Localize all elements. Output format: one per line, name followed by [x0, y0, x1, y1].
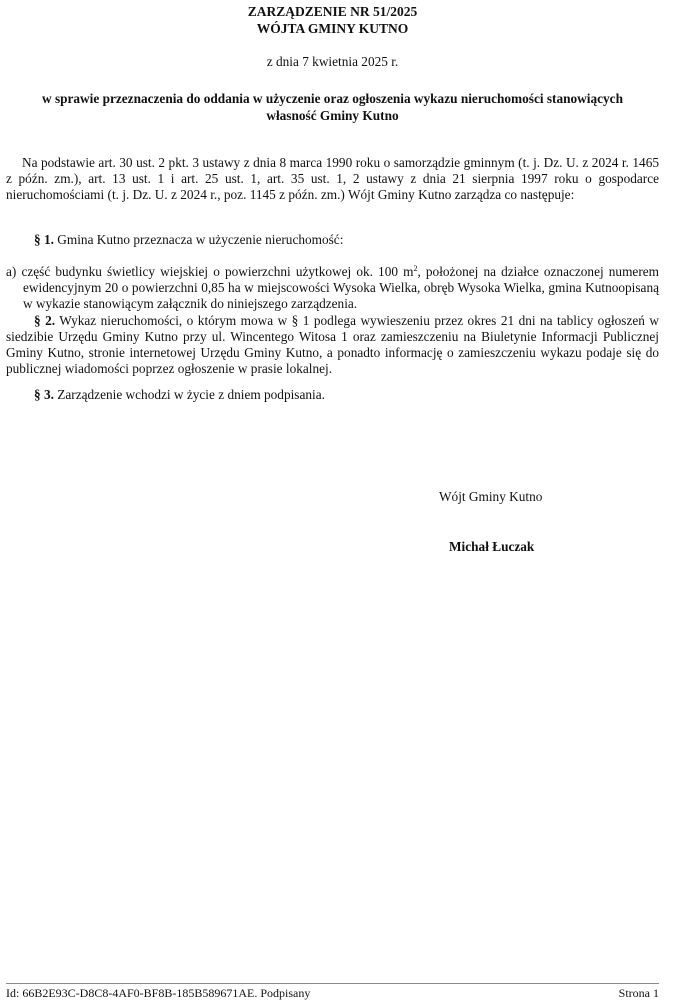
item-a-rest: , położonej na działce oznaczonej numerem ewidencyjnym 20 o powierzchni 0,85 ha w miejscowości Wysoka Wielka, obręb Wysoka Wielka, gmina Kutnoopisaną w wykazie stanowiącym załącznik do niniejszego zarządzenia. — [23, 264, 659, 311]
item-a-prefix: a) część budynku świetlicy wiejskiej o powierzchni użytkowej ok. 100 m — [6, 264, 414, 279]
item-a-superscript: 2 — [413, 264, 418, 273]
signatory-name: Michał Łuczak — [449, 539, 535, 554]
document-subject — [6, 90, 659, 124]
section-3-text: Zarządzenie wchodzi w życie z dniem podpisania. — [53, 387, 325, 402]
legal-basis-paragraph — [6, 155, 659, 203]
title-line-2: WÓJTA GMINY KUTNO — [256, 21, 409, 36]
title-line-1: ZARZĄDZENIE NR 51/2025 — [247, 4, 418, 19]
section-2-label: § 2. — [34, 313, 56, 328]
section-1-text: Gmina Kutno przeznacza w użyczenie nieruchomość: — [53, 232, 344, 247]
subject-line-2: własność Gminy Kutno — [266, 108, 399, 123]
section-2 — [6, 313, 659, 377]
footer-document-id: Id: 66B2E93C-D8C8-4AF0-BF8B-185B589671AE. Podpisany — [6, 986, 311, 1000]
section-3 — [6, 387, 659, 403]
section-3-label: § 3. — [34, 387, 54, 402]
document-title — [6, 3, 659, 37]
section-2-text: Wykaz nieruchomości, o którym mowa w § 1 podlega wywieszeniu przez okres 21 dni na tablicy ogłoszeń w siedzibie Urzędu Gminy Kutno przy ul. Wincentego Witosa 1 oraz zamieszczeniu na Biuletynie Informacji Publicznej Gminy Kutno, stronie internetowej Urzędu Gminy Kutno, a ponadto informację o zamieszczeniu wykazu podaje się do publicznej wiadomości poprzez ogłoszenie w prasie lokalnej. — [6, 313, 659, 376]
section-1-item-a — [6, 264, 659, 312]
signatory-title: Wójt Gminy Kutno — [439, 489, 543, 504]
section-1 — [6, 232, 659, 248]
section-1-label: § 1. — [34, 232, 54, 247]
document-date: z dnia 7 kwietnia 2025 r. — [266, 54, 399, 69]
legal-basis-text: Na podstawie art. 30 ust. 2 pkt. 3 ustawy z dnia 8 marca 1990 roku o samorządzie gminnym (t. j. Dz. U. z 2024 r. 1465 z późn. zm.), art. 13 ust. 1 i art. 25 ust. 1, art. 35 ust. 1, 2 ustawy z dnia 21 sierpnia 1997 roku o gospodarce nieruchomościami (t. j. Dz. U. z 2024 r., poz. 1145 z późn. zm.) Wójt Gminy Kutno zarządza co następuje: — [6, 155, 659, 202]
footer-page-number: Strona 1 — [618, 986, 659, 1000]
subject-line-1: w sprawie przeznaczenia do oddania w użyczenie oraz ogłoszenia wykazu nieruchomości stanowiących — [42, 91, 623, 106]
footer-divider — [6, 983, 659, 984]
